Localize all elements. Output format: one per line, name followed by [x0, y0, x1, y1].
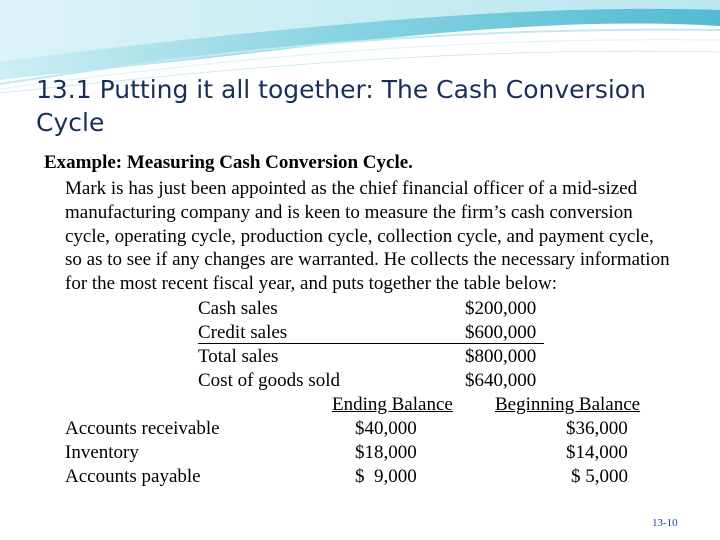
accounts-payable-ending: $ 9,000 — [355, 466, 417, 487]
credit-sales-label: Credit sales — [198, 322, 288, 343]
slide-title: 13.1 Putting it all together: The Cash Conversion Cycle — [36, 75, 646, 137]
inventory-ending: $18,000 — [355, 442, 417, 463]
cash-sales-value: $200,000 — [465, 298, 537, 319]
accounts-receivable-label: Accounts receivable — [65, 418, 220, 439]
cash-sales-label: Cash sales — [198, 298, 278, 319]
credit-sales-value: $600,000 — [465, 322, 537, 343]
page-number: 13-10 — [652, 517, 678, 529]
cogs-label: Cost of goods sold — [198, 370, 340, 391]
accounts-receivable-beginning: $36,000 — [566, 418, 628, 439]
accounts-payable-beginning: $ 5,000 — [571, 466, 628, 487]
cogs-value: $640,000 — [465, 370, 537, 391]
accounts-payable-label: Accounts payable — [65, 466, 201, 487]
inventory-label: Inventory — [65, 442, 139, 463]
total-sales-value: $800,000 — [465, 346, 537, 367]
total-sales-label: Total sales — [198, 346, 279, 367]
example-heading: Example: Measuring Cash Conversion Cycle. — [44, 152, 413, 173]
credit-sales-underline — [198, 343, 544, 344]
accounts-receivable-ending: $40,000 — [355, 418, 417, 439]
beginning-balance-header: Beginning Balance — [495, 394, 641, 415]
example-paragraph: Mark is has just been appointed as the chief financial officer of a mid-sized manufacturing company and is keen to measure the firm’s cash conversion cycle, operating cycle, production cycle, collection cycle, and payment cycle, so as to see if any changes are warranted. He collects the necessary information for the most recent fiscal year, and puts together the table below: — [65, 178, 670, 295]
ending-balance-header: Ending Balance — [332, 394, 453, 415]
inventory-beginning: $14,000 — [566, 442, 628, 463]
